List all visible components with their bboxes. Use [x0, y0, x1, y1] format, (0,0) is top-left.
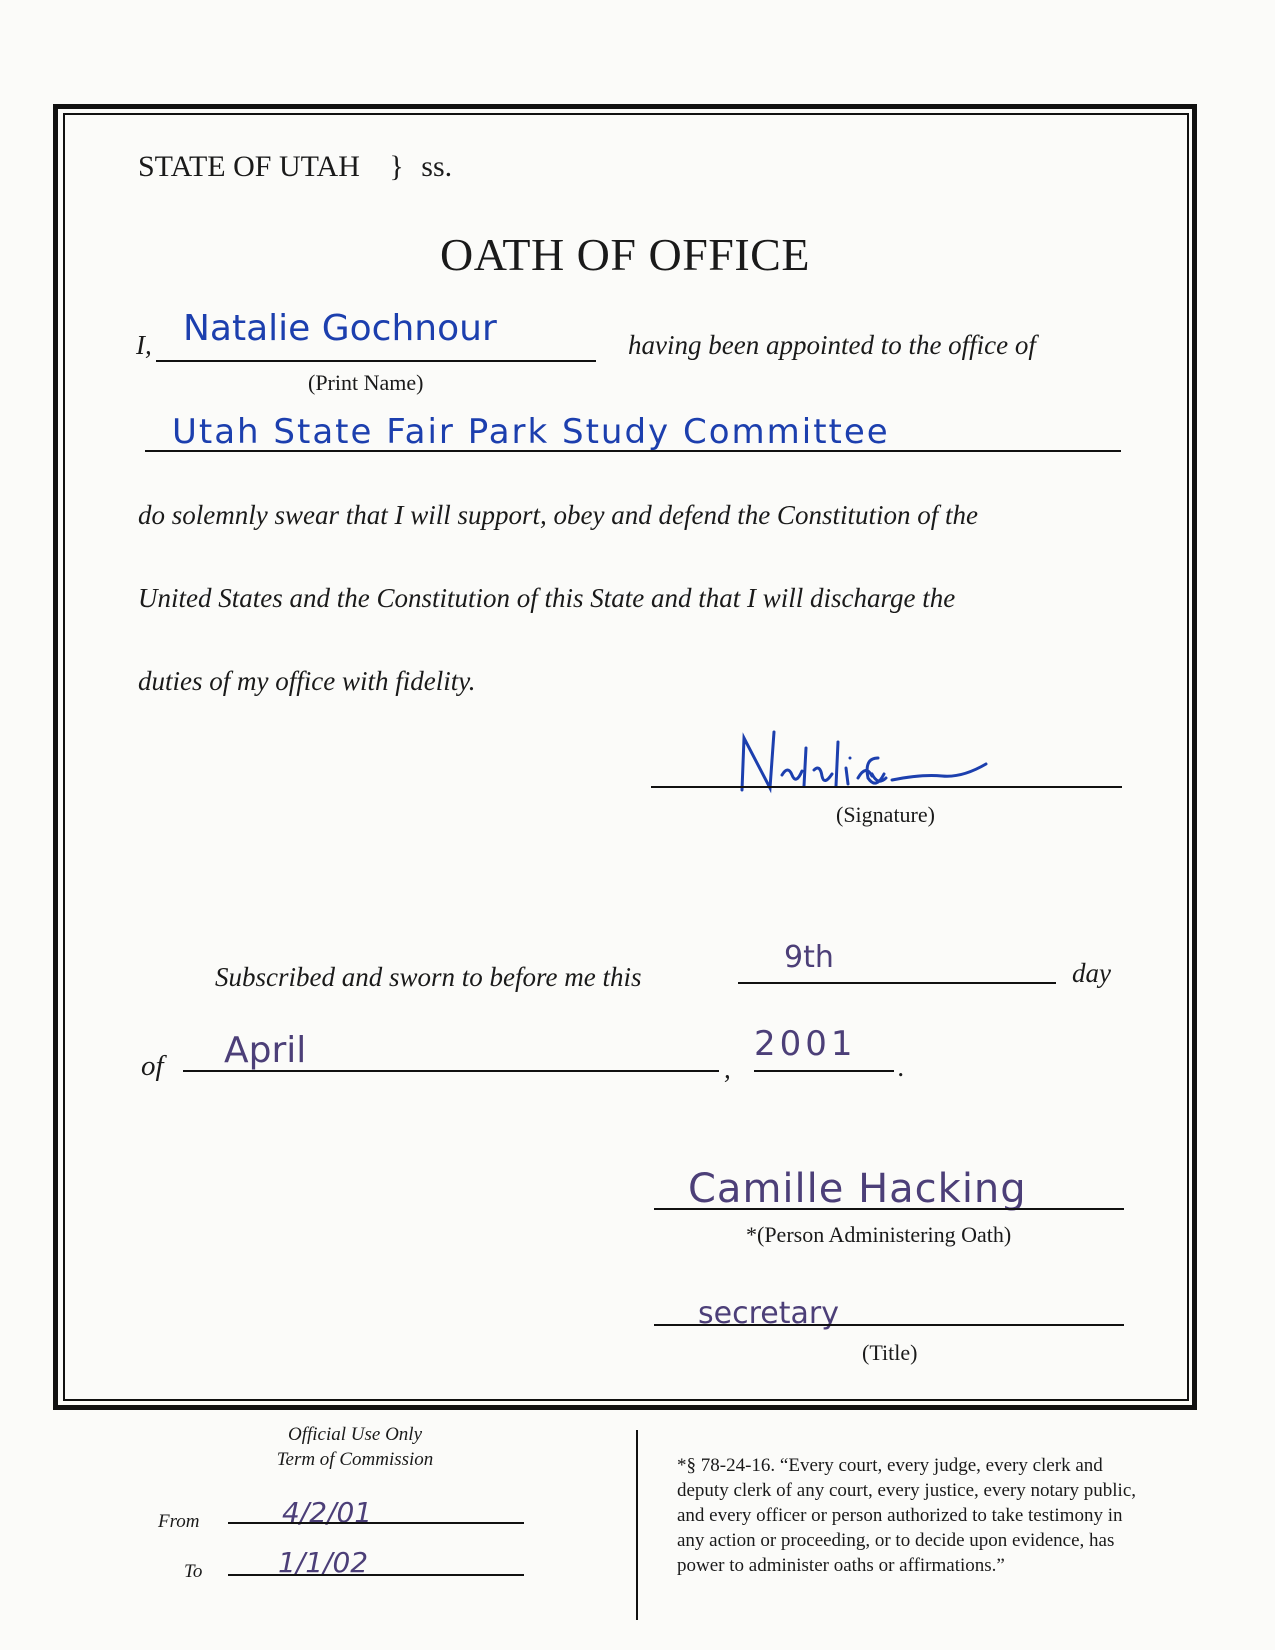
signature-caption: (Signature) [836, 802, 935, 827]
year-value: 2001 [754, 1024, 857, 1064]
title-line [654, 1324, 1124, 1326]
print-name-value: Natalie Gochnour [183, 308, 497, 349]
from-line [228, 1522, 524, 1524]
to-line [228, 1574, 524, 1576]
day-label: day [1072, 958, 1111, 988]
term-heading: Term of Commission [276, 1449, 434, 1470]
oath-line-2: United States and the Constitution of this State and that I will discharge the [138, 583, 956, 613]
signature-line [651, 786, 1122, 788]
month-line [183, 1070, 719, 1072]
to-label: To [184, 1561, 203, 1582]
oath-line-3: duties of my office with fidelity. [138, 666, 476, 696]
section-divider [636, 1430, 638, 1620]
print-name-caption: (Print Name) [308, 370, 424, 395]
title-value: secretary [698, 1296, 839, 1331]
ss-label: ss. [421, 150, 453, 183]
month-value: April [224, 1030, 307, 1071]
day-value: 9th [784, 940, 834, 975]
to-value: 1/1/02 [278, 1546, 369, 1579]
appointed-text: having been appointed to the office of [628, 330, 1036, 360]
official-use-heading: Official Use Only [287, 1424, 423, 1445]
month-comma: , [724, 1054, 731, 1084]
year-period: . [898, 1052, 905, 1082]
administrator-name-value: Camille Hacking [688, 1166, 1027, 1212]
brace: } [389, 150, 404, 183]
page-title: OATH OF OFFICE [440, 229, 810, 280]
oath-prefix: I, [136, 330, 152, 360]
footnote: *§ 78-24-16. “Every court, every judge, every clerk and deputy clerk of any court, every justice, every notary public, and every officer or person authorized to take testimony in any action or proceeding, or to decide upon evidence, has power to administer oaths or affirmations.” [677, 1455, 1136, 1576]
administrator-caption: *(Person Administering Oath) [746, 1222, 1012, 1247]
from-value: 4/2/01 [282, 1496, 373, 1529]
administrator-line [654, 1208, 1124, 1210]
sworn-text: Subscribed and sworn to before me this [215, 962, 642, 992]
office-value: Utah State Fair Park Study Committee [172, 412, 890, 452]
day-line [738, 982, 1056, 984]
oath-line-1: do solemnly swear that I will support, obey and defend the Constitution of the [138, 500, 978, 530]
year-line [754, 1070, 894, 1072]
of-label: of [141, 1050, 164, 1082]
state-heading: STATE OF UTAH } ss. [138, 150, 453, 183]
from-label: From [158, 1511, 200, 1532]
title-caption: (Title) [862, 1340, 918, 1365]
